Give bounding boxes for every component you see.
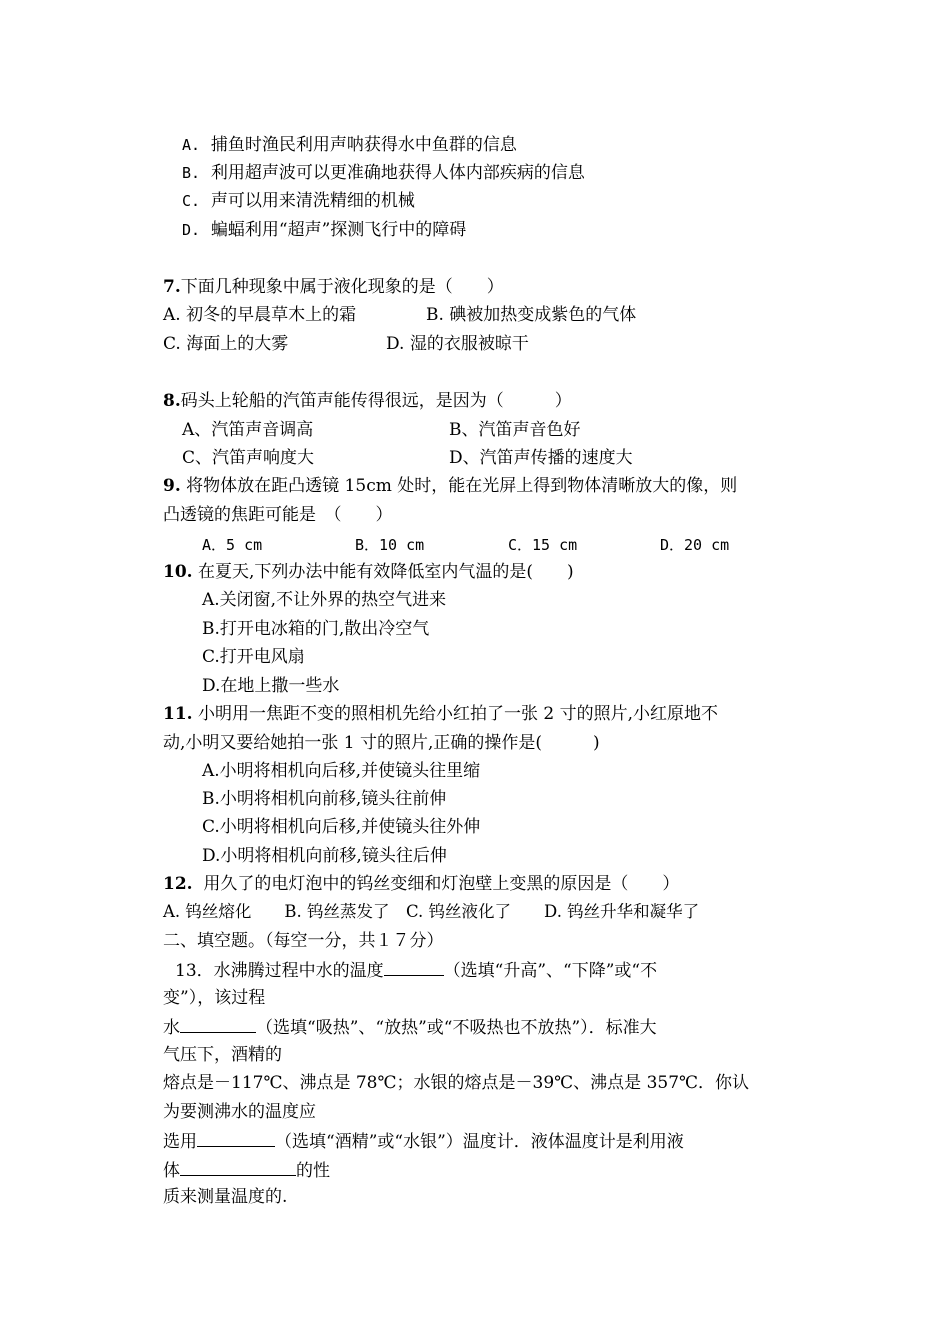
question-7-option-c: C. 海面上的大雾: [163, 334, 289, 354]
question-13-line-8: [163, 1157, 330, 1183]
question-7-stem: [163, 275, 504, 299]
question-10-option-d: D.在地上撒一些水: [202, 676, 340, 696]
q6-option-c-text: 声可以用来清洗精细的机械: [210, 191, 415, 211]
question-13-text-3a: 水: [163, 1018, 180, 1038]
question-13-line-5: 熔点是－117℃、沸点是 78℃；水银的熔点是－39℃、沸点是 357℃．你认: [163, 1073, 750, 1093]
question-8-option-b: B、汽笛声音色好: [449, 420, 581, 440]
blank-1[interactable]: [384, 957, 444, 976]
question-11-text-1: 小明用一焦距不变的照相机先给小红拍了一张 2 寸的照片,小红原地不: [197, 704, 719, 724]
question-11-stem-line-2: 动,小明又要给她拍一张 1 寸的照片,正确的操作是( ): [163, 733, 600, 753]
question-13-text-3b: （选填“吸热”、“放热”或“不吸热也不放热”）．标准大: [256, 1018, 657, 1038]
question-11-option-b: B.小明将相机向前移,镜头往前伸: [202, 789, 447, 809]
blank-2[interactable]: [180, 1014, 256, 1033]
q6-option-a-text: 捕鱼时渔民利用声呐获得水中鱼群的信息: [210, 135, 517, 155]
q6-option-d: [182, 218, 466, 242]
question-7-text: 下面几种现象中属于液化现象的是（ ）: [180, 277, 504, 297]
question-10-option-a: A.关闭窗,不让外界的热空气进来: [202, 590, 447, 610]
question-9-number: 9.: [163, 476, 181, 496]
q6-option-b-label: B.: [182, 164, 201, 182]
question-9-stem-line-1: [163, 474, 737, 498]
blank-4[interactable]: [180, 1157, 296, 1176]
question-11-stem-line-1: [163, 702, 718, 726]
question-7-number: 7.: [163, 277, 181, 297]
question-13-text-8b: 的性: [296, 1161, 330, 1181]
q6-option-d-text: 蝙蝠利用“超声”探测飞行中的障碍: [210, 220, 467, 240]
question-8-option-a: A、汽笛声音调高: [182, 420, 314, 440]
question-9-option-b: B．10 cm: [355, 536, 425, 554]
question-11-option-c: C.小明将相机向后移,并使镜头往外伸: [202, 817, 481, 837]
question-10-stem: [163, 560, 574, 584]
question-13-line-1: [175, 957, 657, 983]
question-9-option-c: C．15 cm: [508, 536, 578, 554]
q6-option-c: [182, 189, 415, 213]
question-11-option-a: A.小明将相机向后移,并使镜头往里缩: [202, 761, 481, 781]
question-13-text-7b: （选填“酒精”或“水银”）温度计．液体温度计是利用液: [275, 1132, 684, 1152]
q6-option-b: [182, 161, 585, 185]
question-13-line-4: 气压下，酒精的: [163, 1045, 282, 1065]
question-8-stem: [163, 389, 572, 413]
question-9-option-a: A．5 cm: [202, 536, 263, 554]
question-13-text-7a: 选用: [163, 1132, 197, 1152]
q6-option-b-text: 利用超声波可以更准确地获得人体内部疾病的信息: [210, 163, 585, 183]
question-9-option-d: D．20 cm: [660, 536, 730, 554]
question-13-text-1b: （选填“升高”、“下降”或“不: [443, 961, 658, 981]
question-7-option-b: B. 碘被加热变成紫色的气体: [426, 305, 637, 325]
question-9-text-1: 将物体放在距凸透镜 15cm 处时，能在光屏上得到物体清晰放大的像，则: [186, 476, 738, 496]
question-8-text: 码头上轮船的汽笛声能传得很远，是因为（ ）: [180, 391, 572, 411]
q6-option-a: [182, 133, 517, 157]
question-10-option-c: C.打开电风扇: [202, 647, 305, 667]
section-2-title: 二、填空题。（每空一分，共１７分）: [163, 931, 444, 951]
q6-option-a-label: A.: [182, 136, 201, 154]
question-8-option-c: C、汽笛声响度大: [182, 448, 315, 468]
question-12-number: 12.: [163, 874, 193, 894]
blank-3[interactable]: [197, 1128, 275, 1147]
question-13-line-9: 质来测量温度的.: [163, 1187, 288, 1207]
question-12-text: 用久了的电灯泡中的钨丝变细和灯泡壁上变黑的原因是（ ）: [203, 874, 680, 894]
question-11-option-d: D.小明将相机向前移,镜头往后伸: [202, 846, 447, 866]
question-13-text-1a: 13．水沸腾过程中水的温度: [175, 961, 384, 981]
question-7-option-a: A. 初冬的早晨草木上的霜: [163, 305, 357, 325]
question-13-line-3: [163, 1014, 657, 1040]
q6-option-c-label: C.: [182, 192, 201, 210]
question-10-text: 在夏天,下列办法中能有效降低室内气温的是( ): [197, 562, 574, 582]
question-13-text-8a: 体: [163, 1161, 180, 1181]
question-11-number: 11.: [163, 704, 193, 724]
question-13-line-2: 变”），该过程: [163, 988, 266, 1008]
question-8-option-d: D、汽笛声传播的速度大: [449, 448, 633, 468]
question-9-stem-line-2: 凸透镜的焦距可能是 （ ）: [163, 505, 393, 525]
question-10-option-b: B.打开电冰箱的门,散出冷空气: [202, 619, 430, 639]
q6-option-d-label: D.: [182, 221, 201, 239]
question-13-line-6: 为要测沸水的温度应: [163, 1102, 316, 1122]
question-13-line-7: [163, 1128, 684, 1154]
question-10-number: 10.: [163, 562, 193, 582]
question-12-options: A. 钨丝熔化 B. 钨丝蒸发了 C. 钨丝液化了 D. 钨丝升华和凝华了: [163, 902, 700, 921]
question-8-number: 8.: [163, 391, 181, 411]
question-12-stem: [163, 872, 679, 896]
question-7-option-d: D. 湿的衣服被晾干: [386, 334, 529, 354]
